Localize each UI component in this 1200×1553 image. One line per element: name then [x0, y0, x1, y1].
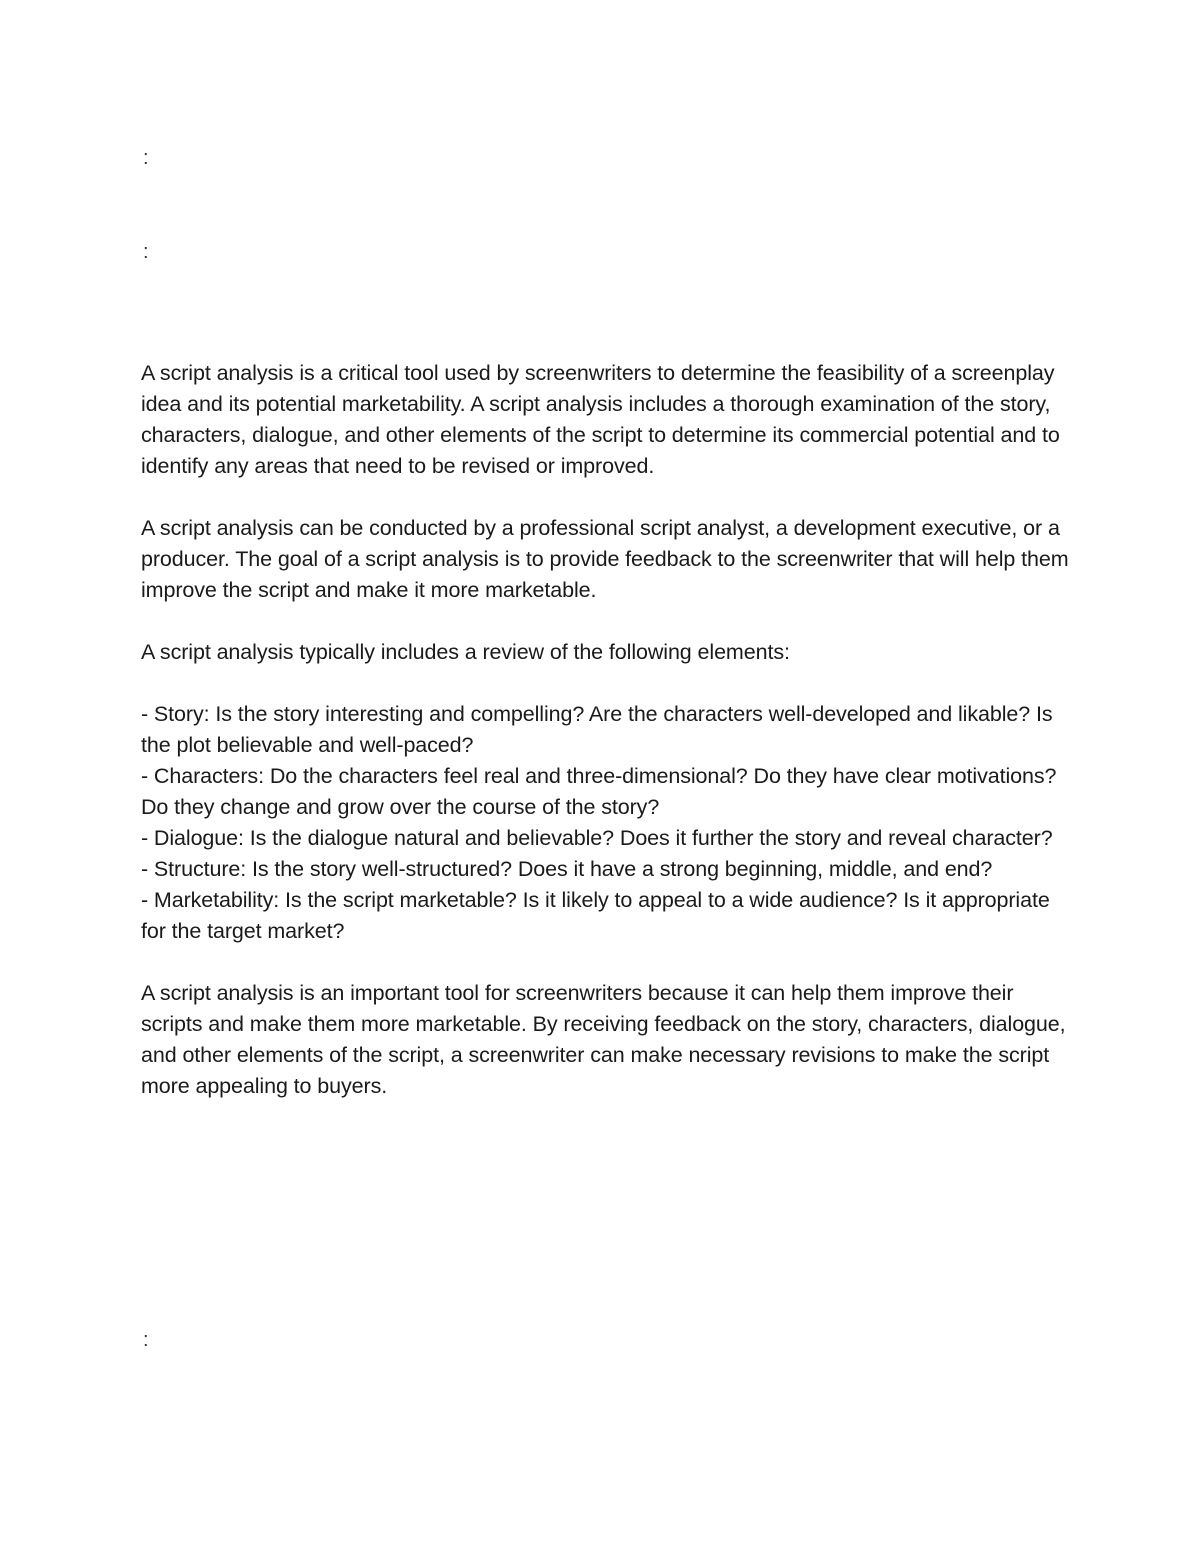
elements-list: [141, 699, 1071, 947]
colon-marker-3: :: [143, 1329, 149, 1351]
intro-paragraph: A script analysis is a critical tool used by screenwriters to determine the feasibility of a screenplay idea and its potential marketability. A script analysis includes a thorough examination of the story, characters, dialogue, and other elements of the script to determine its commercial potential and to identify any areas that need to be revised or improved.: [141, 361, 1060, 478]
document-body: [141, 358, 1071, 1133]
analyst-paragraph: A script analysis can be conducted by a professional script analyst, a development executive, or a producer. The goal of a script analysis is to provide feedback to the screenwriter that will help them improve the script and make it more marketable.: [141, 516, 1069, 602]
closing-paragraph: A script analysis is an important tool for screenwriters because it can help them improve their scripts and make them more marketable. By receiving feedback on the story, characters, dialogue, and other elements of the script, a screenwriter can make necessary revisions to make the script more appealing to buyers.: [141, 981, 1066, 1098]
list-item-structure: - Structure: Is the story well-structured? Does it have a strong beginning, middle, and end?: [141, 857, 993, 881]
list-item-marketability: - Marketability: Is the script marketable? Is it likely to appeal to a wide audience? Is it appropriate for the target market?: [141, 888, 1050, 943]
list-item-story: - Story: Is the story interesting and compelling? Are the characters well-developed and likable? Is the plot believable and well-paced?: [141, 702, 1053, 757]
list-item-characters: - Characters: Do the characters feel real and three-dimensional? Do they have clear motivations? Do they change and grow over the course of the story?: [141, 764, 1057, 819]
list-item-dialogue: - Dialogue: Is the dialogue natural and believable? Does it further the story and reveal character?: [141, 826, 1053, 850]
colon-marker-2: :: [143, 241, 149, 263]
elements-intro-paragraph: A script analysis typically includes a review of the following elements:: [141, 640, 790, 664]
colon-marker-1: :: [143, 147, 149, 169]
